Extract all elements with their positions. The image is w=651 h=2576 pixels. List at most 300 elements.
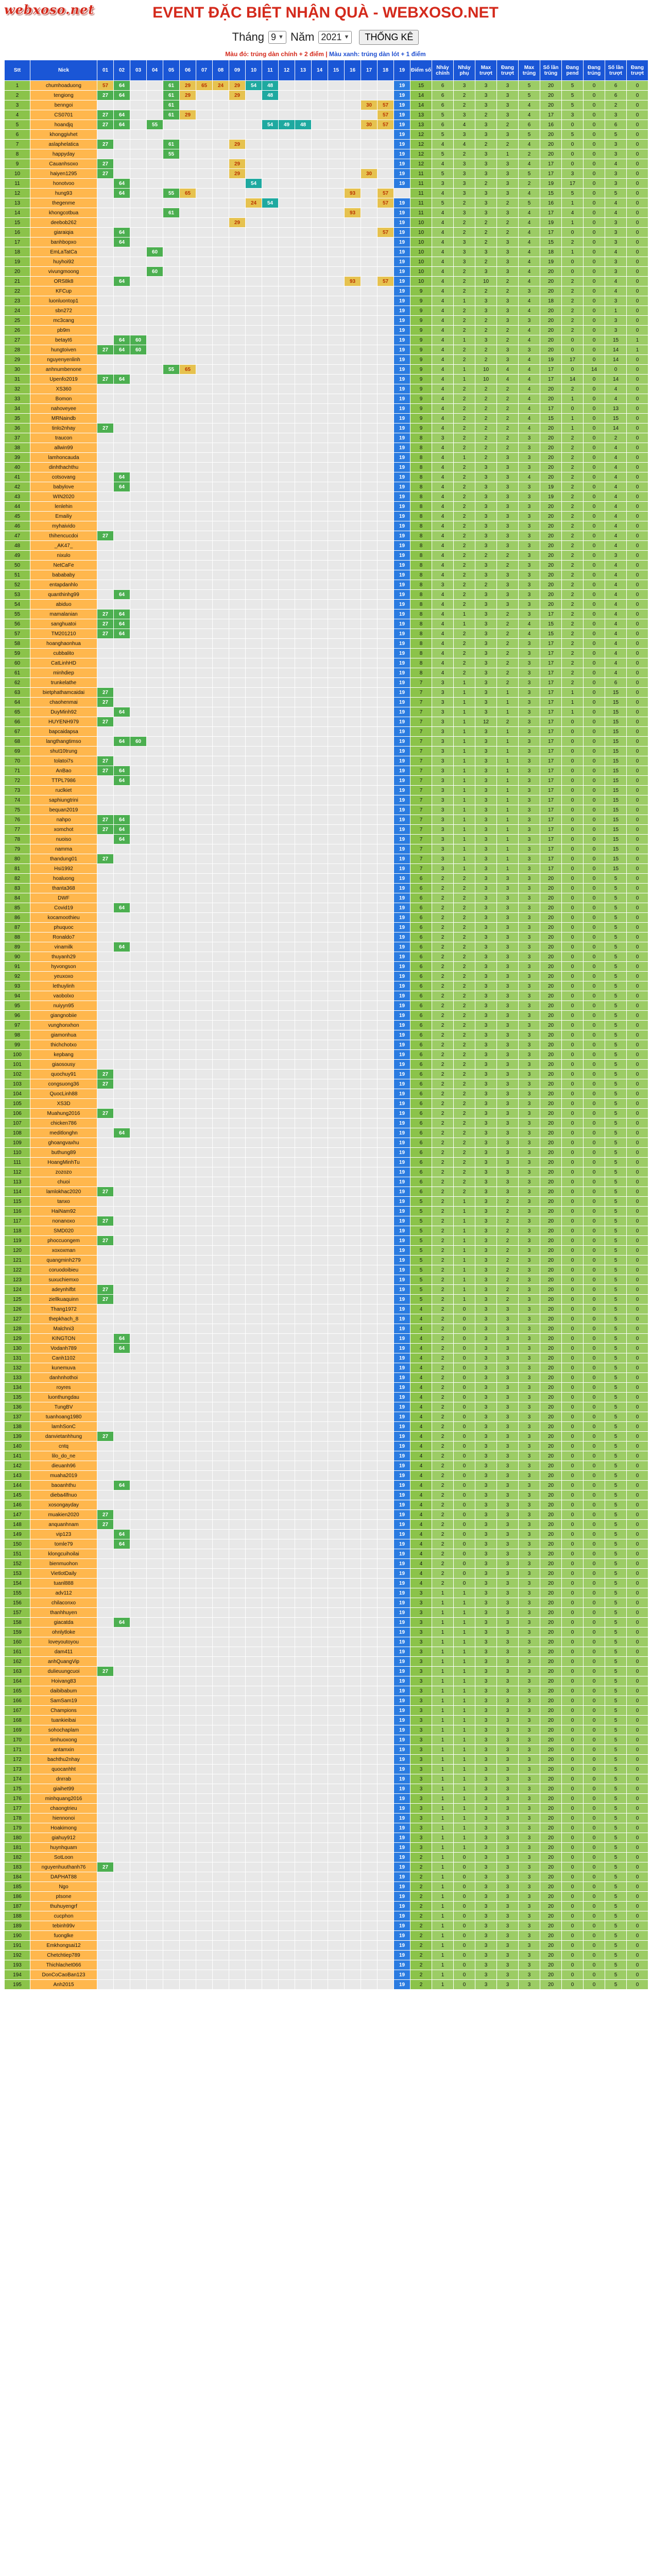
row-nick[interactable]: lamhSonC [30,1422,97,1432]
row-nick[interactable]: buthung89 [30,1148,97,1158]
row-nick[interactable]: deebob262 [30,218,97,228]
stat-cell: 6 [410,1128,432,1138]
row-nick[interactable]: quanthinhg99 [30,590,97,600]
day-cell [213,1070,229,1079]
row-nick[interactable]: chumhoaduong [30,81,97,91]
stat-cell: 2 [454,1030,475,1040]
row-nick[interactable]: baoanhthu [30,1481,97,1490]
stat-cell: 4 [432,247,454,257]
stat-cell: 2 [475,355,497,365]
row-nick[interactable]: entapdanhlo [30,580,97,590]
row-nick[interactable]: hoandjq [30,120,97,130]
row-nick[interactable]: betayt6 [30,335,97,345]
day-cell [279,492,295,502]
stat-cell: 7 [410,854,432,864]
day-cell [130,981,147,991]
row-nick[interactable]: happyday [30,149,97,159]
row-nick[interactable]: _AK47_ [30,541,97,551]
stat-cell: 2 [432,991,454,1001]
row-nick[interactable]: Hsi1992 [30,864,97,874]
header-day: 03 [130,60,147,81]
row-nick[interactable]: HaiNam92 [30,1207,97,1216]
row-nick[interactable]: cubbalito [30,649,97,658]
stat-cell: 3 [519,1060,540,1070]
day-cell [378,737,394,747]
row-nick[interactable]: kunemuva [30,1363,97,1373]
row-stt: 63 [5,688,30,698]
stat-cell: 1 [454,854,475,864]
row-nick[interactable]: Upenfo2019 [30,375,97,384]
day-cell [114,1265,130,1275]
row-nick[interactable]: danhnhothoi [30,1373,97,1383]
day-cell [279,1226,295,1236]
day-cell [196,1089,213,1099]
row-nick[interactable]: tinlo2nhay [30,423,97,433]
day-cell [295,443,312,453]
day-cell [361,472,378,482]
row-nick[interactable]: kepbang [30,1050,97,1060]
row-nick[interactable]: xomchot [30,825,97,835]
stat-cell: 0 [584,1158,605,1167]
row-nick[interactable]: mamalanian [30,609,97,619]
day-cell [130,1510,147,1520]
row-nick[interactable]: vivungmoong [30,267,97,277]
day-cell [361,512,378,521]
day-cell [295,208,312,218]
row-nick[interactable]: ghoangvaxhu [30,1138,97,1148]
row-nick[interactable]: thegenme [30,198,97,208]
row-nick[interactable]: sanghuatoi [30,619,97,629]
row-nick[interactable]: vaobolxo [30,991,97,1001]
row-nick[interactable]: thanta368 [30,884,97,893]
day-cell [312,345,328,355]
row-nick[interactable]: abiduo [30,600,97,609]
row-nick[interactable]: bequan2019 [30,805,97,815]
table-row [5,159,648,169]
row-nick[interactable]: shut10trung [30,747,97,756]
row-nick[interactable]: NetCaFe [30,561,97,570]
row-nick[interactable]: CatLinhHD [30,658,97,668]
row-nick[interactable]: QuocLinh88 [30,1089,97,1099]
stat-cell: 3 [475,668,497,678]
row-nick[interactable]: CS0701 [30,110,97,120]
row-nick[interactable]: KINGTON [30,1334,97,1344]
row-nick[interactable]: anquanhnam [30,1520,97,1530]
row-nick[interactable]: tengiong [30,91,97,100]
day-cell [163,1353,180,1363]
row-nick[interactable]: WIN2020 [30,492,97,502]
day-cell [361,1099,378,1109]
row-nick[interactable]: KFCup [30,286,97,296]
row-nick[interactable]: hoaluong [30,874,97,884]
row-nick[interactable]: DWF [30,893,97,903]
row-nick[interactable]: pb9m [30,326,97,335]
row-nick[interactable]: Bomon [30,394,97,404]
row-nick[interactable]: Ronaldo7 [30,933,97,942]
row-nick[interactable]: dieuanh96 [30,1461,97,1471]
day-cell [345,159,361,169]
row-nick[interactable]: chaohenmai [30,698,97,707]
row-nick[interactable]: namma [30,844,97,854]
row-nick[interactable]: dieba4lfnuo [30,1490,97,1500]
day-cell [163,355,180,365]
stat-cell: 4 [519,355,540,365]
day-cell [246,1138,262,1148]
row-nick[interactable]: lethuylinh [30,981,97,991]
day-cell [163,1060,180,1070]
row-nick[interactable]: lamhoncauda [30,453,97,463]
row-nick[interactable]: bietphathamcaidai [30,688,97,698]
stat-cell: 0 [562,756,584,766]
day-cell [97,1402,114,1412]
stat-cell: 20 [540,1167,562,1177]
day-cell [246,296,262,306]
day-cell [279,991,295,1001]
row-nick[interactable]: Thang1972 [30,1304,97,1314]
row-nick[interactable]: muaha2019 [30,1471,97,1481]
row-nick[interactable]: honotvoo [30,179,97,189]
row-nick[interactable]: muakien2020 [30,1510,97,1520]
day-cell [163,570,180,580]
row-nick[interactable]: giangnobiie [30,1011,97,1021]
row-stt: 15 [5,218,30,228]
row-nick[interactable]: zozozo [30,1167,97,1177]
stat-cell: 2 [432,933,454,942]
day-cell: 19 [394,1275,410,1285]
row-nick[interactable]: tuanhoang1980 [30,1412,97,1422]
day-cell [361,1177,378,1187]
stat-cell: 0 [627,1216,648,1226]
stat-cell: 15 [605,727,627,737]
row-nick[interactable]: lenlehin [30,502,97,512]
row-nick[interactable]: langthangtimso [30,737,97,747]
row-nick[interactable]: TM201210 [30,629,97,639]
row-nick[interactable]: phoccuongem [30,1236,97,1246]
day-cell: 19 [394,198,410,208]
day-cell: 19 [394,962,410,972]
day-cell [213,257,229,267]
day-cell [378,678,394,688]
row-nick[interactable]: xoxoxman [30,1246,97,1256]
day-cell: 19 [394,972,410,981]
row-nick[interactable]: thepkhach_8 [30,1314,97,1324]
day-cell [130,91,147,100]
row-nick[interactable]: aslaphelatica [30,140,97,149]
row-nick[interactable]: minhdiep [30,668,97,678]
stat-cell: 15 [605,854,627,864]
stat-cell: 3 [519,805,540,815]
day-cell [114,600,130,609]
row-stt: 93 [5,981,30,991]
row-nick[interactable]: thuyanh29 [30,952,97,962]
row-nick[interactable]: Covid19 [30,903,97,913]
row-nick[interactable]: benngoi [30,100,97,110]
site-logo[interactable]: webxoso.net [4,2,95,17]
row-nick[interactable]: Emailiy [30,512,97,521]
day-cell [328,658,345,668]
month-select[interactable] [268,31,286,44]
row-nick[interactable]: Malchni3 [30,1324,97,1334]
stat-cell: 2 [562,463,584,472]
stat-cell: 1 [454,776,475,786]
stat-cell: 0 [562,335,584,345]
row-nick[interactable]: DuyMinh92 [30,707,97,717]
stat-cell: 0 [584,1510,605,1520]
row-nick[interactable]: quochuy91 [30,1070,97,1079]
day-cell [328,326,345,335]
day-cell [180,1442,196,1451]
row-nick[interactable]: TTPL7986 [30,776,97,786]
day-cell [147,1412,163,1422]
row-nick[interactable]: HoangMinhTu [30,1158,97,1167]
row-nick[interactable]: banhbopxo [30,238,97,247]
day-cell [147,238,163,247]
day-cell [213,688,229,698]
stat-cell: 17 [540,678,562,688]
stat-cell: 3 [497,1451,519,1461]
row-nick[interactable]: khongcotbua [30,208,97,218]
day-cell: 49 [279,120,295,130]
row-nick[interactable]: adeynhifbt [30,1285,97,1295]
row-nick[interactable]: giamonhua [30,1030,97,1040]
row-nick[interactable]: EmLaTatCa [30,247,97,257]
row-nick[interactable]: dinhthachthu [30,463,97,472]
row-nick[interactable]: Canh1102 [30,1353,97,1363]
stat-cell: 3 [475,512,497,521]
header-nick: Nick [30,60,97,81]
row-stt: 132 [5,1363,30,1373]
stat-cell: 0 [562,1226,584,1236]
day-cell [147,394,163,404]
day-cell [130,1412,147,1422]
stat-cell: 0 [562,844,584,854]
row-nick[interactable]: allwin99 [30,443,97,453]
row-nick[interactable]: nonanoxo [30,1216,97,1226]
stat-cell: 4 [454,120,475,130]
row-nick[interactable]: MRNaindb [30,414,97,423]
row-nick[interactable]: danvietanhhung [30,1432,97,1442]
row-nick[interactable]: luonthungdau [30,1393,97,1402]
stat-cell: 0 [627,707,648,717]
row-nick[interactable]: quangminh279 [30,1256,97,1265]
row-nick[interactable]: trunkelathe [30,678,97,688]
row-nick[interactable]: SMD020 [30,1226,97,1236]
row-nick[interactable]: babababy [30,570,97,580]
day-cell [213,1334,229,1344]
row-nick[interactable]: tomle79 [30,1539,97,1549]
day-cell [378,1383,394,1393]
row-nick[interactable]: hoanghaonhua [30,639,97,649]
day-cell [361,668,378,678]
day-cell [180,933,196,942]
row-nick[interactable]: ziellkuaquinn [30,1295,97,1304]
row-nick[interactable]: nixulo [30,551,97,561]
day-cell [295,923,312,933]
row-nick[interactable]: AnBao [30,766,97,776]
row-nick[interactable]: TungBV [30,1402,97,1412]
stat-cell: 3 [475,688,497,698]
row-nick[interactable]: hung93 [30,189,97,198]
day-cell [147,1158,163,1167]
row-nick[interactable]: hungtoiven [30,345,97,355]
day-cell [295,159,312,169]
row-nick[interactable]: thihencucdoi [30,531,97,541]
day-cell [97,727,114,737]
row-nick[interactable]: nahpo [30,815,97,825]
day-cell [180,1481,196,1490]
row-nick[interactable]: thichchotxo [30,1040,97,1050]
day-cell [246,1344,262,1353]
row-nick[interactable]: giaosousy [30,1060,97,1070]
row-nick[interactable]: chuoi [30,1177,97,1187]
day-cell [147,1128,163,1138]
day-cell [262,1167,279,1177]
day-cell [180,1461,196,1471]
day-cell [246,590,262,600]
day-cell [114,1500,130,1510]
day-cell [378,1265,394,1275]
row-stt: 20 [5,267,30,277]
day-cell [163,844,180,854]
row-nick[interactable]: ruclkiet [30,786,97,795]
day-cell [262,717,279,727]
table-row [5,678,648,688]
row-nick[interactable]: traucon [30,433,97,443]
row-nick[interactable]: nguyenyenlinh [30,355,97,365]
day-cell [279,609,295,619]
day-cell [213,159,229,169]
row-nick[interactable]: anhnumbenone [30,365,97,375]
day-cell: 19 [394,747,410,756]
row-nick[interactable]: lamlokhac2020 [30,1187,97,1197]
day-cell [196,365,213,375]
stat-cell: 4 [497,375,519,384]
day-cell [180,140,196,149]
row-nick[interactable]: phuquoc [30,923,97,933]
row-nick[interactable]: luonluontop1 [30,296,97,306]
row-nick[interactable]: bapcaidapsa [30,727,97,737]
stat-cell: 1 [454,815,475,825]
stat-cell: 3 [519,639,540,649]
row-nick[interactable]: coruodoibieu [30,1265,97,1275]
row-nick[interactable]: congsuong36 [30,1079,97,1089]
row-nick[interactable]: Vodanh789 [30,1344,97,1353]
row-nick[interactable]: vip123 [30,1530,97,1539]
day-cell [246,1021,262,1030]
stat-cell: 4 [605,619,627,629]
row-stt: 62 [5,678,30,688]
row-nick[interactable]: suxuchiemxo [30,1275,97,1285]
table-row [5,698,648,707]
row-nick[interactable]: haiyen1295 [30,169,97,179]
row-nick[interactable]: myhaivido [30,521,97,531]
row-nick[interactable]: vinamilk [30,942,97,952]
year-select[interactable] [318,31,352,44]
row-nick[interactable]: nuoiso [30,835,97,844]
row-nick[interactable]: royres [30,1383,97,1393]
day-cell: 19 [394,815,410,825]
stat-cell: 5 [605,1011,627,1021]
stat-cell: 17 [540,717,562,727]
header-day: 13 [295,60,312,81]
row-nick[interactable]: chicken786 [30,1118,97,1128]
row-nick[interactable]: nahoveyee [30,404,97,414]
stat-cell: 2 [497,1256,519,1265]
day-cell [328,384,345,394]
row-nick[interactable]: HUYENH979 [30,717,97,727]
row-nick[interactable]: nuiyyn95 [30,1001,97,1011]
day-cell: 19 [394,942,410,952]
row-nick[interactable]: mc3cang [30,316,97,326]
row-nick[interactable]: meditlonghn [30,1128,97,1138]
day-cell [345,962,361,972]
row-nick[interactable]: kocamoothieu [30,913,97,923]
day-cell [378,923,394,933]
row-nick[interactable]: huyhoi92 [30,257,97,267]
row-stt: 30 [5,365,30,375]
row-nick[interactable]: cntq [30,1442,97,1451]
row-nick[interactable]: sbn272 [30,306,97,316]
row-nick[interactable]: khonggivhet [30,130,97,140]
row-nick[interactable]: thandung01 [30,854,97,864]
row-nick[interactable]: ORS8k8 [30,277,97,286]
stat-cell: 2 [562,384,584,394]
row-nick[interactable]: tanxo [30,1197,97,1207]
stat-cell: 15 [605,864,627,874]
stat-cell: 5 [605,1216,627,1226]
row-nick[interactable]: lilo_do_ne [30,1451,97,1461]
row-nick[interactable]: XS360 [30,384,97,394]
row-stt: 113 [5,1177,30,1187]
row-nick[interactable]: Cauanhsoxo [30,159,97,169]
stat-cell: 20 [540,981,562,991]
stat-cell: 1 [454,1256,475,1265]
statistics-button[interactable]: THỐNG KÊ [359,30,419,45]
day-cell [196,1040,213,1050]
day-cell [97,649,114,658]
stat-cell: 3 [497,1442,519,1451]
day-cell [130,1030,147,1040]
day-cell [196,668,213,678]
row-nick[interactable]: yeuxoxo [30,972,97,981]
row-nick[interactable]: babylove [30,482,97,492]
stat-cell: 0 [627,551,648,561]
stat-cell: 3 [519,1334,540,1344]
row-nick[interactable]: Muahung2016 [30,1109,97,1118]
day-cell [229,492,246,502]
stat-cell: 0 [562,1177,584,1187]
day-cell [180,776,196,786]
day-cell [262,1089,279,1099]
stat-cell: 1 [497,844,519,854]
day-cell [114,1060,130,1070]
row-nick[interactable]: XS3D [30,1099,97,1109]
row-nick[interactable]: saphiungtrini [30,795,97,805]
row-nick[interactable]: vunghonxhon [30,1021,97,1030]
row-nick[interactable]: hyvongson [30,962,97,972]
stat-cell: 3 [519,786,540,795]
stat-cell: 3 [475,1207,497,1216]
stat-cell: 3 [497,463,519,472]
stat-cell: 3 [519,521,540,531]
day-cell [246,1334,262,1344]
row-nick[interactable]: giaraiqia [30,228,97,238]
day-cell [213,1363,229,1373]
table-row [5,326,648,335]
row-nick[interactable]: cotsovang [30,472,97,482]
row-nick[interactable]: xosongayday [30,1500,97,1510]
row-nick[interactable]: tolatoi7s [30,756,97,766]
